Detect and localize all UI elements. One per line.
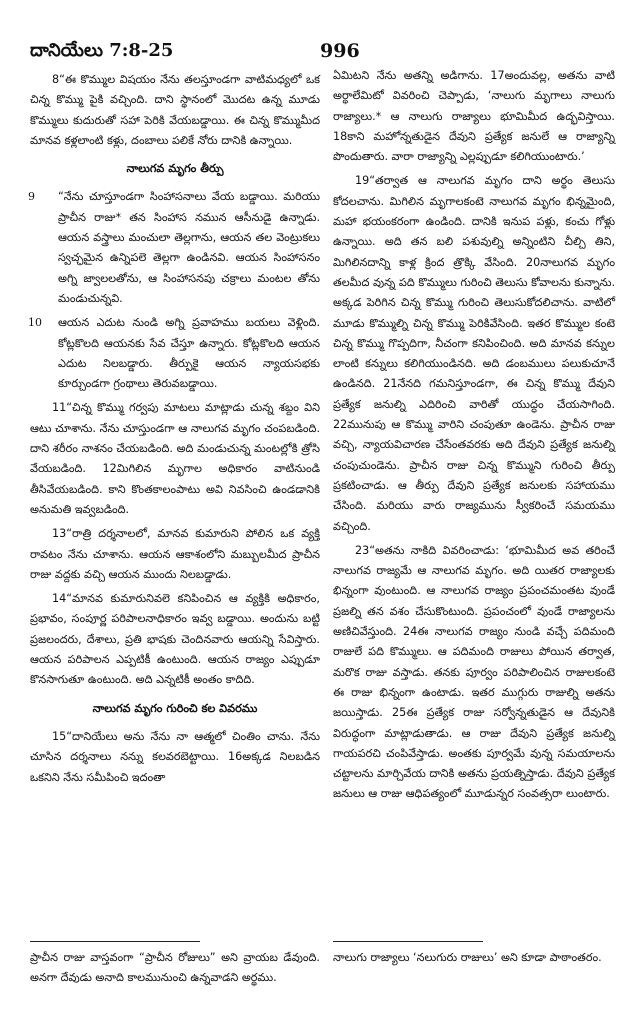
verse-text: ఆయన ఎదుట నుండి అగ్ని ప్రవాహము బయలు వెళ్లింది. కోట్లకొలది ఆయనకు సేవ చేస్తూ ఉన్నారు. కోట్లకొలది ఆయన ఎదుట నిలబడ్డారు. తీర్పుకై ఆయన న్యాయసభకు కూర్చుండగా గ్రంథాలు తెరువబడ్డాయి. bbox=[58, 316, 320, 391]
verse-15-paragraph: 15“దానియేలు అను నేను నా ఆత్మలో చింతిం చాను. నేను చూసిన దర్శనాలు నన్ను కలవరబెట్టాయి. 16అక్కడ నిలబడిన ఒకనిని నేను సమీపించి ఇదంతా bbox=[30, 729, 320, 784]
verse-8-paragraph: 8“ఈ కొమ్ముల విషయం నేను తలస్తూండగా వాటిమధ్యలో ఒక చిన్న కొమ్ము పైకి వచ్చింది. దాని స్థానంలో మొదట ఉన్న మూడు కొమ్ములు కుదురుతో సహా పెరికి వేయబడ్డాయి. ఈ చిన్న కొమ్ముమీద మానవ కళ్లలాంటి కళ్లు, దంబాలు పలికే నోరు దానికి ఉన్నాయి. bbox=[30, 73, 320, 147]
book-reference: దానియేలు 7:8-25 bbox=[30, 40, 174, 61]
footnote-divider-right bbox=[333, 941, 483, 942]
verse-13-paragraph: 13“రాత్రి దర్శనాలలో, మానవ కుమారుని పోలిన ఒక వ్యక్తి రావటం నేను చూశాను. ఆయన ఆకాశంలోని మబ్బులమీద ప్రాచీన రాజు వద్దకు వచ్చి ఆయన ముందు నిలబడ్డాడు. bbox=[30, 527, 320, 581]
right-column bbox=[333, 66, 615, 809]
footnote-right: నాలుగు రాజ్యాలు ‘నలుగురు రాజులు’ అని కూడా పాఠాంతరం. bbox=[333, 951, 602, 964]
verse-text: “నేను చూస్తూండగా సింహాసనాలు వేయ బడ్డాయి. మరియు ప్రాచీన రాజు* తన సింహాస నమున ఆసీనుడై ఉన్నాడు. ఆయన వస్త్రాలు మంచులా తెల్లగాను, ఆయన తల వెంట్రుకలు స్వచ్ఛమైన ఉన్నిపలె తెల్లగా ఉండినవి. ఆయన సింహాసనం అగ్ని జ్వాలలతోను, ఆ సింహాసనపు చక్రాలు మంటల తోను మండుచున్నవి. bbox=[58, 190, 320, 305]
verse-14-paragraph: 14“మానవ కుమారునివలె కనిపించిన ఆ వ్యక్తికి అధికారం, ప్రభావం, సంపూర్ణ పరిపాలనాధికారం ఇవ్వ బడ్డాయి. అందును బట్టి ప్రజలందరు, దేశాలు, ప్రతి భాషకు చెందినవారు ఆయన్ని సేవిస్తారు. ఆయన పరిపాలన ఎప్పటికీ ఉంటుంది. ఆయన రాజ్యం ఎప్పుడూ కొనసాగుతూ ఉంటుంది. అది ఎన్నటికీ అంతం కాదిది. bbox=[30, 592, 320, 687]
footnote-divider-left bbox=[30, 941, 200, 942]
left-column bbox=[30, 70, 320, 792]
verse-number: 9 bbox=[28, 190, 35, 204]
verse-11-paragraph: 11“చిన్న కొమ్ము గర్వపు మాటలు మాట్లాడు చున్న శబ్దం విని ఆటు చూశాను. నేను చూస్తుండగా ఆ నాలుగవ మృగం చంపబడింది. దాని శరీరం నాశనం చేయబడింది. అది మండుచున్న మంటల్లోకి త్రోసి వేయబడింది. 12మిగిలిన మృగాల అధికారం వాటినుండి తీసివేయబడింది. కాని కొంతకాలంపాటు అవి నివసించి ఉండడానికి అనుమతి ఇవ్వబడింది. bbox=[30, 401, 320, 516]
continuation-paragraph: ఏమిటని నేను అతన్ని అడిగాను. 17అందువల్ల, అతను వాటి అర్థాలేమిటో వివరించి చెప్పాడు, ‘నాలుగు మృగాలు నాలుగు రాజ్యాలు.* ఆ నాలుగు రాజ్యాలు భూమిమీద ఉద్భవిస్తాయి. 18కాని మహోన్నతుడైన దేవుని ప్రత్యేక జనులే ఆ రాజ్యాన్ని పొందుతారు. వారా రాజ్యాన్ని ఎల్లప్పుడూ కలిగియుంటారు.’ bbox=[333, 69, 615, 164]
verse-9-poetry bbox=[30, 187, 320, 309]
section-heading-dream-explanation: నాలుగవ మృగం గురించి కల వివరము bbox=[92, 701, 258, 715]
footnote-left: ప్రాచీన రాజు వాస్తవంగా “ప్రాచీన రోజులు” అని వ్రాయబ డేవుంది. అనగా దేవుడు అనాది కాలమునుంచి ఉన్నవాడని అర్థము. bbox=[30, 951, 320, 984]
page-number: 996 bbox=[320, 40, 360, 62]
verse-23-paragraph: 23“అతను నాకిది వివరించాడు: ‘భూమిమీద అవ తరించే నాలుగవ రాజ్యమే ఆ నాలుగవ మృగం. అది యితర రాజ్యాలకు భిన్నంగా వుంటుంది. ఆ నాలుగవ రాజ్యం ప్రపంచమంతట వుండే ప్రజల్ని తన వశం చేసుకొంటుంది. ప్రపంచంలో వుండే రాజ్యాలను అణిచివేస్తుంది. 24ఈ నాలుగవ రాజ్యం నుండి వచ్చే పదిమంది రాజులే పది కొమ్ములు. ఆ పదిమంది రాజులు పోయిన తర్వాత, మరొక రాజు వస్తాడు. తనకు పూర్వం పరిపాలించిన రాజులకంటె ఈ రాజు భిన్నంగా ఉంటాడు. ఇతర ముగ్గురు రాజుల్ని అతను జయిస్తాడు. 25ఈ ప్రత్యేక రాజు సర్వోన్నతుడైన ఆ దేవునికి విరుద్ధంగా మాట్లాడుతాడు. ఆ రాజు దేవుని ప్రత్యేక జనుల్ని గాయపరచి చంపివేస్తాడు. అంతకు పూర్వమే వున్న సమయాలను చట్టాలను మార్చివేయ దానికి అతను ప్రయత్నిస్తాడు. దేవుని ప్రత్యేక జనులు ఆ రాజు ఆధిపత్యంలో మూడున్నర సంవత్సరా లుంటారు. bbox=[333, 543, 615, 801]
section-heading-fourth-beast-judgment: నాలుగవ మృగం తీర్పు bbox=[126, 162, 224, 176]
page-header bbox=[24, 40, 614, 66]
verse-number: 10 bbox=[28, 316, 42, 330]
verse-19-paragraph: 19“తర్వాత ఆ నాలుగవ మృగం దాని అర్థం తెలుసు కోదలచాను. మిగిలిన మృగాలకంటె నాలుగవ మృగం భిన్నమైంది, మహా భయంకరంగా ఉండింది. దానికి ఇనుప పళ్లు, కంచు గోళ్లు ఉన్నాయి. అది తన బలి పశువుల్ని అన్నింటిని చీల్చి తిని, మిగిలినదాన్ని కాళ్ల క్రింద త్రొక్కి వేసింది. 20నాలుగవ మృగం తలమీద వున్న పది కొమ్ములు గురించి తెలుసు కోవాలను కున్నాను. అక్కడ పెరిగిన చిన్న కొమ్ము గురించి తెలుసుకోదలిచాను. వాటిలో మూడు కొమ్ముల్ని చిన్న కొమ్ము పెరికివేసింది. ఇతర కొమ్ముల కంటె చిన్న కొమ్ము గొప్పదిగా, నీచంగా కనిపించింది. అది మానవ కన్నుల లాంటి కన్నులు కలిగియుండినది. అది డంబములు పలుకుచూనే ఉండినది. 21నేనది గమనిస్తూండగా, ఈ చిన్న కొమ్ము దేవుని ప్రత్యేక జనుల్ని ఎదిరించి వారితో యుద్ధం చేయసాగింది. 22మునుపు ఆ కొమ్ము వారిని చంపుతూ ఉండెను. ప్రాచీన రాజు వచ్చి, న్యాయవిచారణ చేసేంతవరకు అది దేవుని ప్రత్యేక జనుల్ని చంపుచుండెను. ప్రాచీన రాజు చిన్న కొమ్ముని గురించి తీర్పు ప్రకటించాడు. ఆ తీర్పు దేవుని ప్రత్యేక జనులకు సహాయము చేసింది. మరియు వారు రాజ్యమును స్వీకరించే సమయము వచ్చింది. bbox=[333, 174, 615, 533]
verse-10-poetry bbox=[30, 313, 320, 394]
